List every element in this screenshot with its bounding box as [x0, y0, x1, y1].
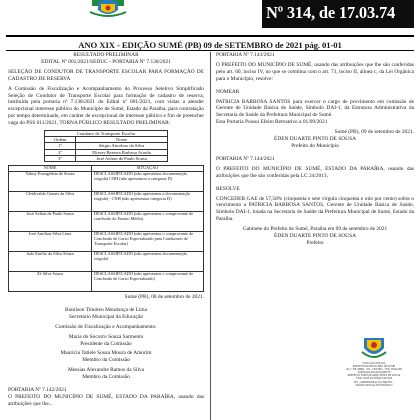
table-row [9, 191, 204, 211]
coat-of-arms-icon [361, 336, 387, 360]
table-cell: Sérgio Ancelmo da Silva [76, 143, 168, 149]
masthead-rule-bottom [6, 50, 414, 51]
table-cell: DESCLASSIFICADO (não apresentou o comprovante de conclusão do Ensino Médio) [92, 211, 204, 231]
table-row [9, 231, 204, 251]
signatory-name: Maurícia Tatiele Sousa Moura de Amorim [60, 350, 152, 357]
table-cell: DESCLASSIFICADO (não apresentou o comprovante de Conclusão de Curso Especializado) [92, 271, 204, 291]
portaria-body: CONCEDER GAE de 57,58% (cinquenta e sete vírgula cinquenta e oito por cento) sobre o vencimento a PATRICIA BARBOSA SANTOS, Gerente de Unidade Básica de Saúde, Símbolo DAI-1, lotada na Secretaria de Saúde da Prefeitura Municipal de Sumé, Estado da Paraíba. [216, 195, 414, 223]
table-row [45, 155, 168, 161]
right-column [216, 52, 414, 247]
portaria-preamble: O PREFEITO DO MUNICÍPIO DE SUMÉ, usando das atribuições que lhe são conferidas pelo art. 60, inciso IV, no que se combina com o art. 73, inciso II, alínea c, da Lei Orgânica para o Município, resolve: [216, 61, 414, 82]
date-line: Gabinete do Prefeito de Sumé, Paraíba em 09 de setembro de 2021 [242, 226, 388, 233]
signer-role: Prefeito do Município [291, 142, 339, 149]
left-column [8, 52, 204, 408]
table-cell: DESCLASSIFICADO (não apresentou documentação exigida) CNH (não apresentou a categoria D) [92, 171, 204, 191]
portaria-number: PORTARIA Nº 7.143/2021 [216, 52, 275, 58]
table-cell: 2º [45, 149, 76, 155]
signatory-role: Secretário Municipal da Educação [68, 313, 144, 320]
table-row [9, 251, 204, 271]
stamp-line: SEC. ADMINISTRAÇÃO: BRUNO... [353, 380, 395, 384]
signatory-name: Messias Alexandre Ramos da Silva [67, 367, 145, 374]
edition-line: ANO XIX - EDIÇÃO SUMÉ (PB) 09 de SETEMBRO de 2021 pág. 01-01 [78, 40, 342, 50]
table-row [9, 171, 204, 191]
table-cell: José Amilton Silva Lima [9, 231, 92, 251]
portaria-number: PORTARIA Nº 7.144/2021 [216, 155, 275, 162]
table-cell: Cleidivaldo Gomes da Silva [9, 191, 92, 211]
selection-title: SELEÇÃO DE CONDUTOR DE TRANSPORTE ESCOLAR PARA FORMAÇÃO DE CADASTRO DE RESERVA [8, 68, 204, 82]
result-body: A Comissão de Fiscalização e Acompanhamento do Processo Seletivo Simplificado Seleção de Condutor de Transporte Escolar para formação de cadastro de reserva, instituída pela portaria nº 7.138/2021 do Edital nº 001/2021, com vistas a atender excepcional interesse público do Município de Sumé, Estado da Paraíba, para contratação por tempo determinado, em caráter de excepcional de interesse público e fim de preencher vaga do PSS 011/2021, TORNA PÚBLICO RESULTADO PRELIMINAR: [8, 85, 204, 127]
portaria-body: PATRICIA BARBOSA SANTOS para exercer o cargo de provimento em comissão de Gerente de Unidade Básica de Saúde, Símbolo DAI-1, da Estrutura Administrativa da Secretaria de Saúde da Prefeitura Municipal de Sumé. [216, 98, 414, 119]
signatory-name: Bonilson Timóteo Mendonça de Lima [64, 306, 148, 313]
candidates-table [44, 130, 168, 162]
portaria-effect: Esta Portaria Possui Efeito Retroativo a 01/09/2021 [216, 119, 328, 126]
disqualified-table [8, 165, 204, 292]
signer-name: ÉDEN DUARTE PINTO DE SOUSA [274, 136, 356, 143]
table-cell: DESCLASSIFICADO (não apresentou o comprovante de Conclusão de Curso Especializado para Condutores de Transporte Escolar) [92, 231, 204, 251]
signer-role: Prefeito [306, 239, 324, 246]
stamp-line: VICE: JOSÉ ANTÔNIO SANTOS [355, 377, 393, 381]
table-cell: Zé Silva Souza [9, 271, 92, 291]
table-cell: José Aelton de Paulo Sousa [9, 211, 92, 231]
table-row [9, 271, 204, 291]
signer-name: ÉDEN DUARTE PINTO DE SOUSA [274, 233, 356, 240]
masthead-rule-top [6, 35, 414, 37]
table-header: SITUAÇÃO [92, 166, 204, 172]
table-cell: 3º [45, 155, 76, 161]
stamp-line: AV. 1º DE ABRIL, 370 - CENTRO - CEP: 58540-000 [345, 368, 403, 372]
final-portaria-number: PORTARIA Nº 7.142/2021 [8, 387, 67, 394]
date-line: Sumé (PB), 08 de setembro de 2021. [124, 293, 204, 300]
issue-number: Nº 314, de 17.03.74 [266, 3, 396, 22]
signatory-name: Maria do Socorro Souza Sarmento [68, 333, 144, 340]
table-caption: Condutor de Transporte Escolar [45, 131, 168, 137]
stamp-line: PREFEITURA MUNICIPAL DE SUMÉ [352, 365, 396, 369]
stamp-line: DIÁRIO OFICIAL ELETRÔNICO [355, 383, 393, 387]
result-reference: EDITAL Nº 001/2021/SEDUC - PORTARIA Nº 7.138/2021 [41, 58, 171, 65]
table-cell: DESCLASSIFICADO (não apresentou a documentação exigida) - CNH (não apresentou categoria D) [92, 191, 204, 211]
table-header: Ordem [45, 137, 76, 143]
commission-heading: Comissão de Fiscalização e Acompanhamento: [55, 323, 157, 330]
table-header: Nome [76, 137, 168, 143]
date-line: Sumé (PB), 09 de setembro de 2021. [334, 129, 414, 136]
table-cell: Valmy Evangelista de Souza [9, 171, 92, 191]
municipal-coat-of-arms-logo [88, 0, 128, 18]
result-title: RESULTADO PRELIMINAR [73, 52, 139, 58]
table-header: NOME [9, 166, 92, 172]
portaria-verb: RESOLVE [216, 185, 240, 192]
signatory-role: Presidente da Comissão [80, 340, 132, 347]
table-cell: DESCLASSIFICADO (não apresentou documentação exigida) [92, 251, 204, 271]
signatory-role: Membro da Comissão [82, 357, 130, 364]
signatory-role: Membro da Comissão [82, 374, 130, 381]
stamp-line: PREFEITO: ÉDEN DUARTE PINTO DE SOUSA [347, 374, 401, 378]
table-cell: João Emílio da Silva Souza [9, 251, 92, 271]
table-cell: Eliezer Bezerra Barbosa Arruda [76, 149, 168, 155]
final-portaria-text: O PREFEITO DO MUNICÍPIO DE SUMÉ, ESTADO DA PARAÍBA, usando das atribuições que lhe... [8, 393, 204, 407]
stamp-line: SOLUÇÃO OFICIAL [362, 362, 386, 365]
table-cell: José Aelton de Paulo Sousa [76, 155, 168, 161]
table-row [9, 211, 204, 231]
portaria-verb: NOMEAR [216, 88, 240, 95]
stamp-line: ASSINADA DIGITALMENTE [357, 371, 391, 375]
portaria-preamble: O PREFEITO DO MUNICÍPIO DE SUMÉ, ESTADO DA PARAÍBA, usando das atribuições que lhe são conferidas pela LC 24/2013, [216, 165, 414, 179]
table-cell: 1º [45, 143, 76, 149]
column-divider [210, 52, 211, 420]
official-stamp [338, 336, 410, 387]
